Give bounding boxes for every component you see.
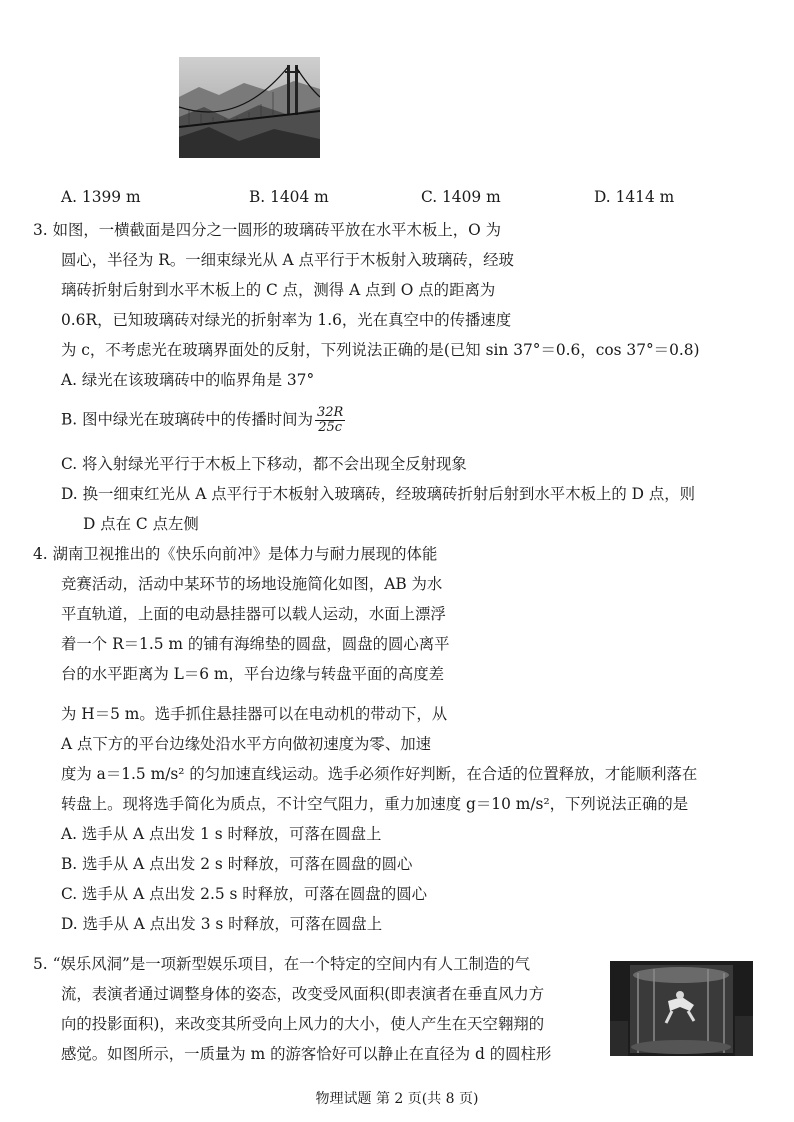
q3-line-1: 3. 如图，一横截面是四分之一圆形的玻璃砖平放在水平木板上，O 为 bbox=[33, 221, 502, 239]
bridge-photo bbox=[179, 57, 320, 158]
q3-option-d-line-2: D 点在 C 点左侧 bbox=[83, 515, 199, 533]
fraction-denominator: 25c bbox=[318, 420, 343, 435]
q5-line-3: 向的投影面积)，来改变其所受向上风力的大小，使人产生在天空翱翔的 bbox=[61, 1015, 545, 1033]
q2-option-c: C. 1409 m bbox=[421, 188, 501, 206]
q5-line-4: 感觉。如图所示，一质量为 m 的游客恰好可以静止在直径为 d 的圆柱形 bbox=[61, 1045, 552, 1063]
q4-option-c: C. 选手从 A 点出发 2.5 s 时释放，可落在圆盘的圆心 bbox=[61, 885, 427, 903]
q4-line-3: 平直轨道，上面的电动悬挂器可以载人运动，水面上漂浮 bbox=[61, 605, 446, 623]
q4-line-9: 转盘上。现将选手简化为质点，不计空气阻力，重力加速度 g＝10 m/s²，下列说法正确的是 bbox=[61, 795, 689, 813]
page-footer: 物理试题 第 2 页(共 8 页) bbox=[315, 1091, 479, 1107]
q2-option-b: B. 1404 m bbox=[249, 188, 329, 206]
q5-line-1: 5. “娱乐风洞”是一项新型娱乐项目，在一个特定的空间内有人工制造的气 bbox=[33, 955, 531, 973]
q4-option-a: A. 选手从 A 点出发 1 s 时释放，可落在圆盘上 bbox=[61, 825, 382, 843]
q4-line-7: A 点下方的平台边缘处沿水平方向做初速度为零、加速 bbox=[61, 735, 431, 753]
q4-line-4: 着一个 R＝1.5 m 的铺有海绵垫的圆盘，圆盘的圆心离平 bbox=[61, 635, 450, 653]
q3-option-b bbox=[61, 406, 347, 435]
wind-tunnel-photo bbox=[610, 961, 753, 1056]
q3-option-b-text: B. 图中绿光在玻璃砖中的传播时间为 bbox=[61, 410, 313, 429]
q4-option-b: B. 选手从 A 点出发 2 s 时释放，可落在圆盘的圆心 bbox=[61, 855, 413, 873]
fraction-numerator: 32R bbox=[316, 405, 344, 420]
q3-line-2: 圆心，半径为 R。一细束绿光从 A 点平行于木板射入玻璃砖，经玻 bbox=[61, 251, 514, 269]
q4-line-6: 为 H＝5 m。选手抓住悬挂器可以在电动机的带动下，从 bbox=[61, 705, 448, 723]
q3-option-a: A. 绿光在该玻璃砖中的临界角是 37° bbox=[61, 371, 315, 389]
q3-fraction bbox=[315, 406, 345, 435]
q5-line-2: 流，表演者通过调整身体的姿态，改变受风面积(即表演者在垂直风力方 bbox=[61, 985, 545, 1003]
q3-line-5: 为 c，不考虑光在玻璃界面处的反射，下列说法正确的是(已知 sin 37°＝0.6，cos 37°＝0.8) bbox=[61, 341, 700, 359]
q2-option-d: D. 1414 m bbox=[594, 188, 675, 206]
q4-option-d: D. 选手从 A 点出发 3 s 时释放，可落在圆盘上 bbox=[61, 915, 383, 933]
q4-line-1: 4. 湖南卫视推出的《快乐向前冲》是体力与耐力展现的体能 bbox=[33, 545, 438, 563]
q2-option-a: A. 1399 m bbox=[61, 188, 141, 206]
q3-line-4: 0.6R，已知玻璃砖对绿光的折射率为 1.6，光在真空中的传播速度 bbox=[61, 311, 512, 329]
q3-option-c: C. 将入射绿光平行于木板上下移动，都不会出现全反射现象 bbox=[61, 455, 467, 473]
q4-line-2: 竞赛活动，活动中某环节的场地设施简化如图，AB 为水 bbox=[61, 575, 443, 593]
q3-option-d-line-1: D. 换一细束红光从 A 点平行于木板射入玻璃砖，经玻璃砖折射后射到水平木板上的 D 点，则 bbox=[61, 485, 696, 503]
q4-line-8: 度为 a＝1.5 m/s² 的匀加速直线运动。选手必须作好判断，在合适的位置释放，才能顺利落在 bbox=[61, 765, 698, 783]
q3-line-3: 璃砖折射后射到水平木板上的 C 点，测得 A 点到 O 点的距离为 bbox=[61, 281, 496, 299]
q4-line-5: 台的水平距离为 L＝6 m，平台边缘与转盘平面的高度差 bbox=[61, 665, 444, 683]
